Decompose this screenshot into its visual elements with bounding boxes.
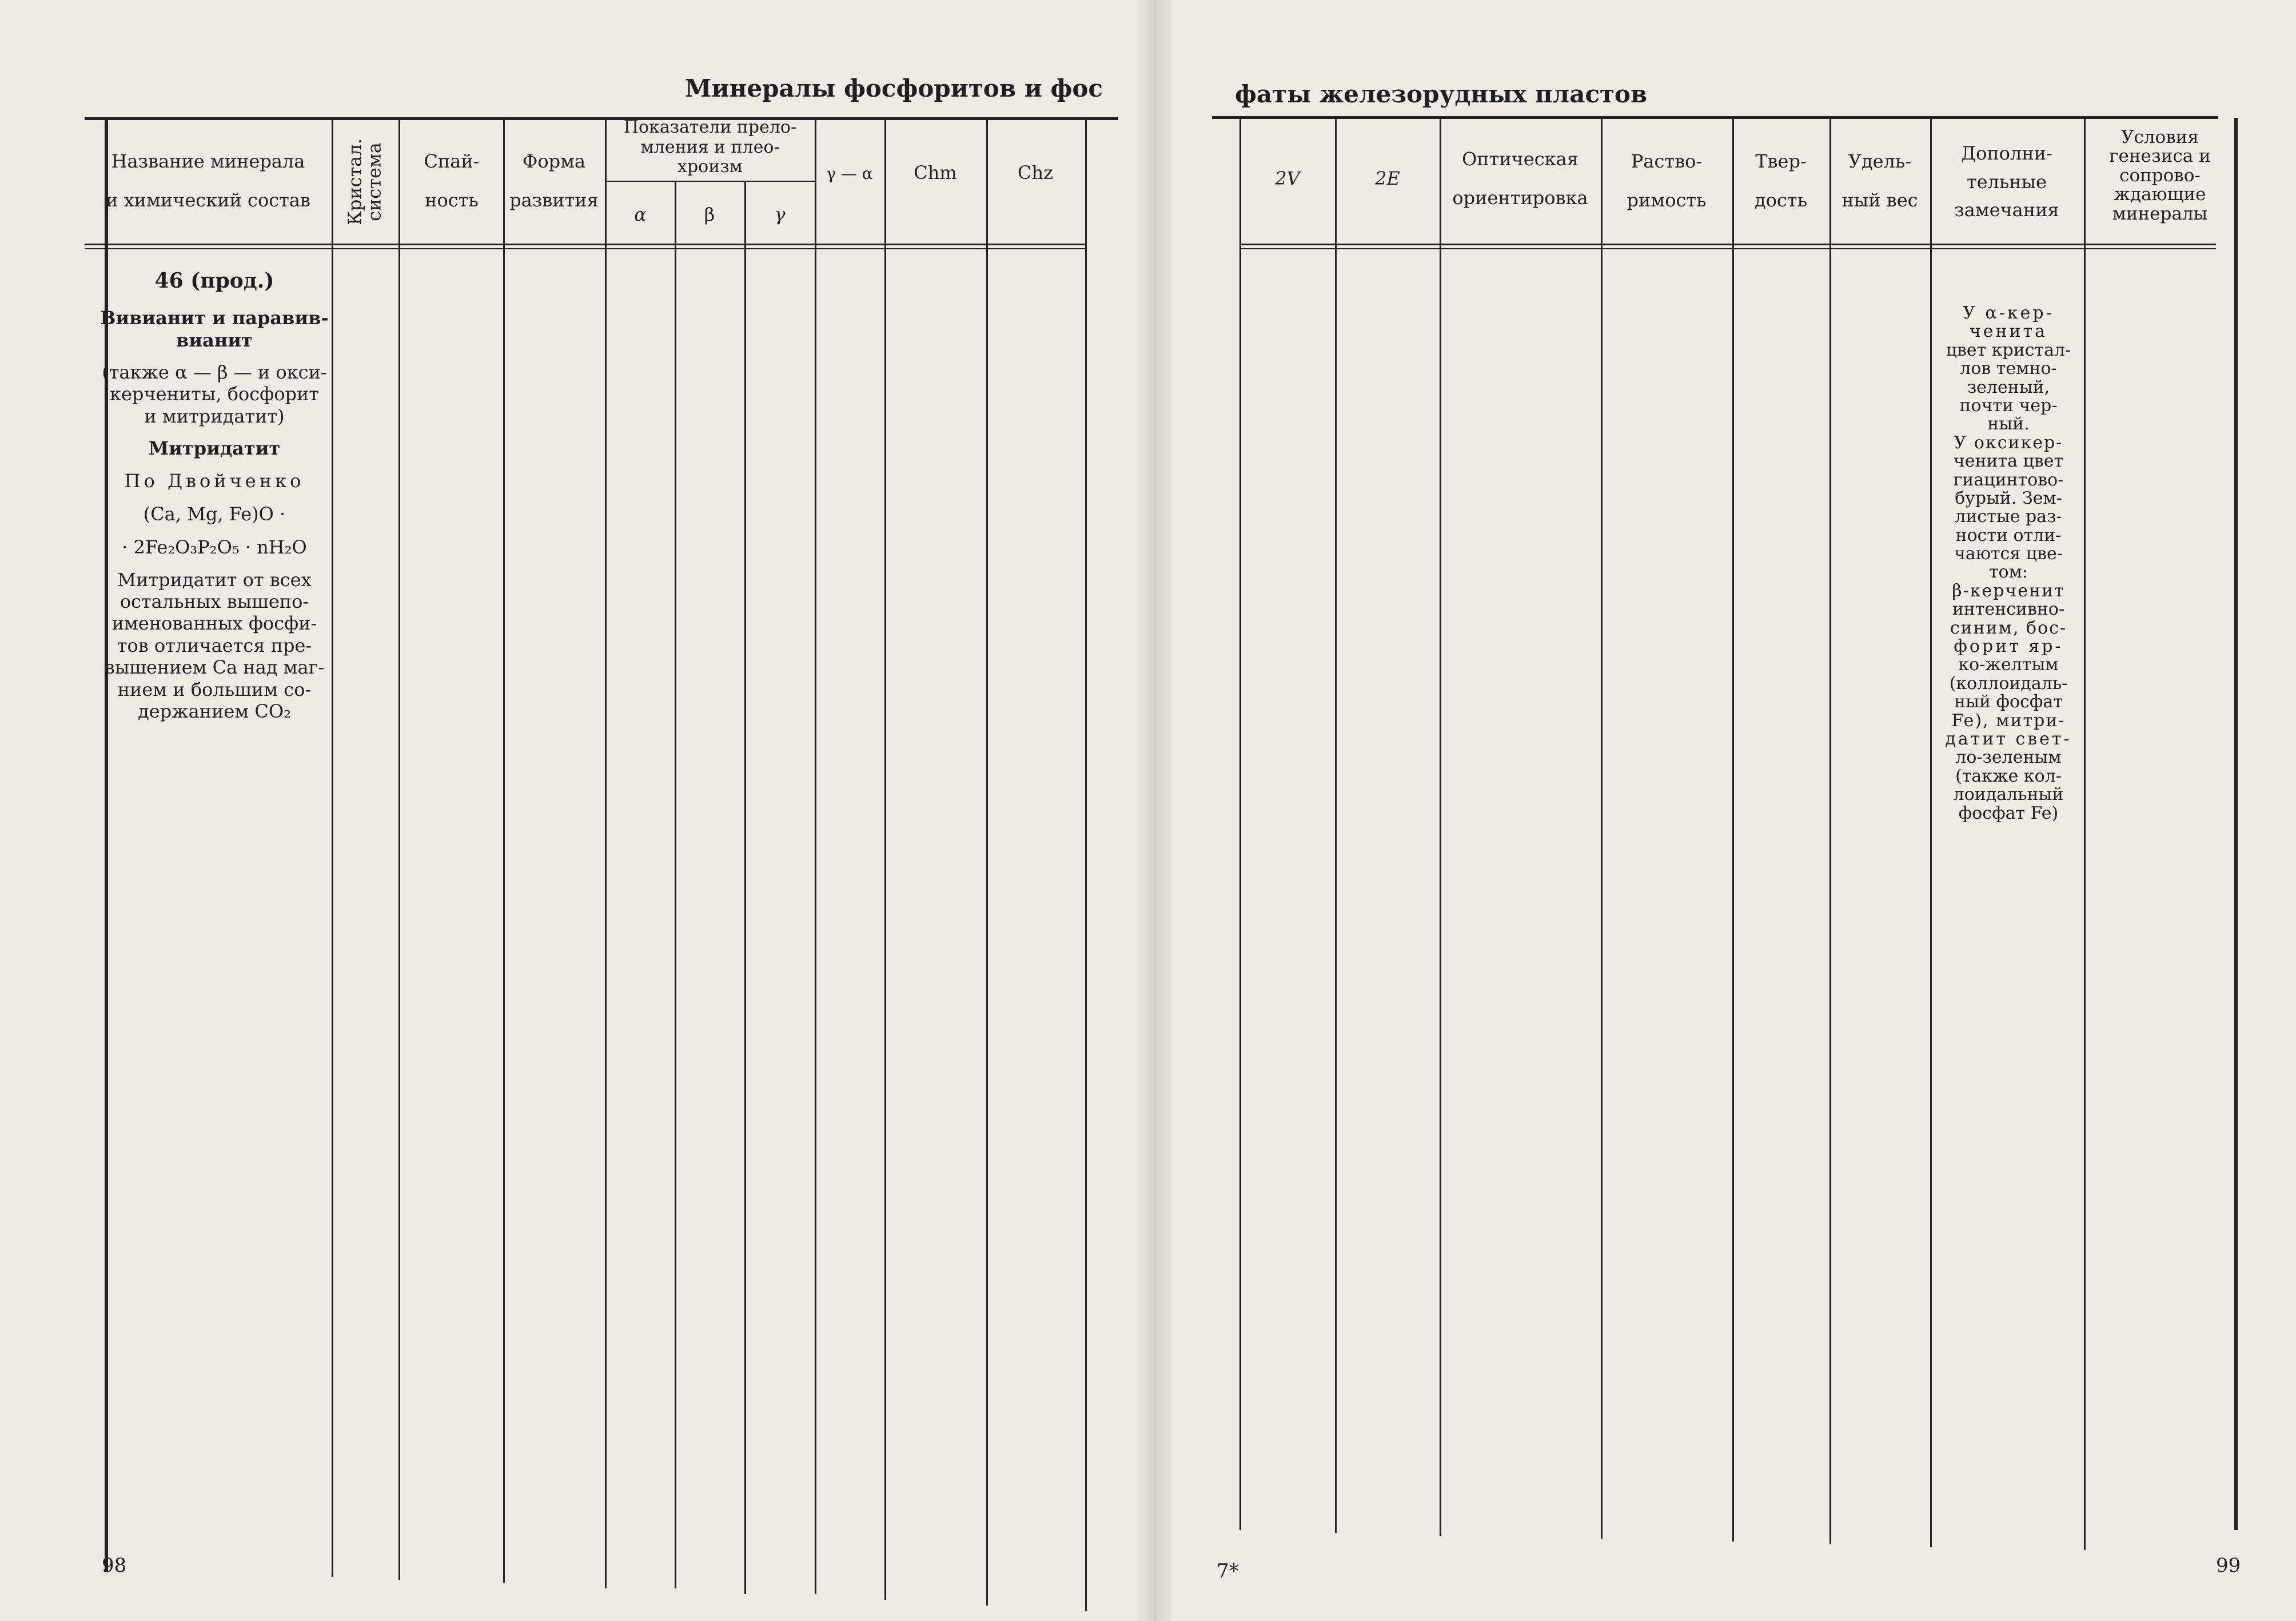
- col-divider: [503, 119, 505, 1583]
- header-cleavage: [424, 150, 479, 212]
- entry-desc-line5: вышением Ca над маг-: [104, 656, 325, 679]
- header-2e: 2E: [1375, 168, 1400, 189]
- remark-line: ности отли-: [1955, 525, 2062, 545]
- remark-line: синим, бос-: [1950, 618, 2067, 638]
- header-form-line2: развития: [509, 189, 599, 211]
- header-sg-line1: Удель-: [1848, 150, 1912, 172]
- remark-line: лоидальный: [1953, 784, 2064, 805]
- entry-formula-line1: (Ca, Mg, Fe)O ·: [143, 503, 286, 525]
- header-solubility-line1: Раство-: [1631, 150, 1703, 172]
- col-divider: [815, 119, 816, 1594]
- col-divider: [2084, 118, 2086, 1550]
- header-refraction-line3: хроизм: [677, 157, 743, 177]
- header-optical-orientation: [1452, 148, 1588, 209]
- header-refraction-line1: Показатели прело-: [623, 117, 797, 137]
- header-notes: [1954, 140, 2059, 225]
- remark-line: чаются цве-: [1954, 544, 2063, 564]
- col-divider: [1829, 118, 1831, 1544]
- remark-line: ченита: [1969, 321, 2048, 342]
- entry-by: По Двойченко: [124, 469, 305, 492]
- remark-line: Fe), митри-: [1951, 710, 2066, 731]
- remark-line: листые раз-: [1955, 507, 2062, 527]
- entry-number: 46 (прод.): [154, 269, 274, 293]
- remark-line: (коллоидаль-: [1949, 673, 2068, 694]
- right-table-edge: [2234, 118, 2238, 1530]
- header-chz: Chz: [1018, 162, 1053, 184]
- header-chm: Chm: [914, 162, 957, 184]
- left-refraction-subrule: [606, 181, 815, 182]
- col-divider: [398, 119, 400, 1580]
- header-notes-line2: тельные: [1966, 170, 2047, 193]
- header-solubility: [1627, 150, 1706, 212]
- entry-name-line2: вианит: [176, 329, 253, 351]
- entry-desc-line2: остальных вышепо-: [119, 591, 309, 613]
- header-form: [509, 150, 599, 212]
- right-header-bottom-rule-2: [1239, 248, 2216, 249]
- header-refraction-line2: мления и плео-: [640, 137, 780, 157]
- remark-line: фосфат Fe): [1958, 803, 2059, 823]
- header-cleavage-line2: ность: [425, 189, 479, 211]
- header-genesis: [2109, 128, 2211, 224]
- page-number-left: 98: [102, 1554, 127, 1577]
- col-divider: [332, 119, 333, 1577]
- col-divider: [884, 119, 886, 1600]
- header-refraction: [624, 118, 796, 177]
- header-hardness: [1755, 150, 1807, 212]
- header-name-line1: Название минерала: [111, 150, 305, 172]
- running-head-right: фаты железорудных пластов: [1235, 80, 1648, 108]
- col-divider: [1930, 118, 1932, 1547]
- entry-also-line3: и митридатит): [144, 405, 285, 427]
- header-optical-line1: Оптическая: [1462, 148, 1579, 170]
- remark-line: почти чер-: [1959, 395, 2058, 416]
- entry-desc-line3: именованных фосфи-: [111, 612, 317, 635]
- header-crystal-system: [345, 138, 384, 225]
- remark-line: форит яр-: [1954, 636, 2063, 657]
- header-specific-gravity: [1841, 150, 1918, 212]
- col-divider: [1732, 118, 1734, 1542]
- remark-line: гиацинтово-: [1953, 469, 2064, 490]
- remarks-block: [1945, 304, 2071, 823]
- header-hardness-line1: Твер-: [1755, 150, 1807, 172]
- entry-desc-line4: тов отличается пре-: [117, 634, 312, 656]
- header-notes-line1: Дополни-: [1961, 142, 2052, 164]
- col-divider: [605, 119, 607, 1588]
- col-divider: [744, 182, 746, 1594]
- header-genesis-line2: генезиса и: [2109, 146, 2211, 167]
- remark-line: бурый. Зем-: [1955, 488, 2062, 508]
- entry-block: [100, 269, 329, 722]
- header-gamma-minus-alpha: γ — α: [826, 164, 873, 183]
- header-notes-line3: замечания: [1954, 199, 2059, 221]
- header-2v: 2V: [1275, 168, 1300, 189]
- header-name-line2: и химический состав: [106, 189, 310, 211]
- header-genesis-line3: сопрово-: [2119, 165, 2201, 186]
- book-gutter: [1138, 0, 1172, 1621]
- entry-desc-line6: нием и большим со-: [117, 678, 312, 700]
- entry-name-line1: Вивианит и паравив-: [100, 307, 329, 329]
- left-header-bottom-rule-2: [85, 248, 1086, 249]
- col-divider: [675, 182, 676, 1588]
- header-genesis-line4: ждающие: [2114, 184, 2206, 205]
- header-optical-line2: ориентировка: [1452, 187, 1588, 209]
- remark-line: У α-кер-: [1963, 303, 2054, 323]
- entry-desc-line1: Митридатит от всех: [117, 568, 312, 591]
- remark-line: интенсивно-: [1952, 599, 2065, 620]
- header-crystal-line2: система: [363, 142, 385, 221]
- header-solubility-line2: римость: [1627, 189, 1707, 211]
- col-divider: [1335, 118, 1337, 1533]
- remark-line: У оксикер-: [1954, 432, 2063, 453]
- signature-mark: 7*: [1217, 1560, 1239, 1583]
- header-form-line1: Форма: [522, 150, 586, 172]
- right-header-bottom-rule: [1239, 244, 2216, 245]
- col-divider: [1601, 118, 1603, 1539]
- remark-line: датит свет-: [1945, 728, 2072, 749]
- remark-line: ло-зеленым: [1955, 747, 2062, 768]
- remark-line: ченита цвет: [1953, 451, 2064, 472]
- col-divider: [1239, 118, 1241, 1530]
- left-header-bottom-rule: [85, 244, 1086, 245]
- running-head-left: Минералы фосфоритов и фос: [685, 74, 1103, 102]
- right-table-top-rule: [1212, 116, 2218, 119]
- header-sg-line2: ный вес: [1841, 189, 1918, 211]
- entry-also-line1: (также α — β — и окси-: [102, 361, 327, 383]
- remark-line: β-керченит: [1952, 580, 2065, 601]
- header-alpha: α: [634, 204, 647, 225]
- header-genesis-line1: Условия: [2121, 127, 2199, 148]
- col-divider: [986, 119, 988, 1606]
- remark-line: зеленый,: [1967, 377, 2050, 397]
- left-table-top-rule: [85, 117, 1118, 120]
- header-gamma: γ: [774, 204, 786, 225]
- remark-line: том:: [1988, 562, 2028, 583]
- remark-line: ный фосфат: [1954, 692, 2063, 712]
- header-cleavage-line1: Спай-: [424, 150, 480, 172]
- remark-line: лов темно-: [1960, 359, 2057, 379]
- remark-line: цвет кристал-: [1946, 340, 2071, 360]
- header-beta: β: [704, 204, 715, 225]
- remark-line: (также кол-: [1955, 766, 2062, 786]
- col-divider: [1440, 118, 1441, 1536]
- remark-line: ный.: [1987, 414, 2030, 435]
- col-divider: [1085, 119, 1087, 1611]
- header-hardness-line2: дость: [1754, 189, 1808, 211]
- header-name: [106, 150, 310, 212]
- remark-line: ко-желтым: [1958, 655, 2059, 675]
- header-crystal-line1: Кристал.: [344, 138, 366, 225]
- header-genesis-line5: минералы: [2112, 203, 2208, 224]
- entry-formula-line2: · 2Fe₂O₃P₂O₅ · nH₂O: [122, 536, 307, 559]
- entry-also-line2: керчениты, босфорит: [110, 383, 319, 405]
- entry-desc-line7: держанием CO₂: [138, 700, 291, 723]
- page-number-right: 99: [2216, 1554, 2241, 1577]
- entry-subname: Митридатит: [148, 437, 281, 460]
